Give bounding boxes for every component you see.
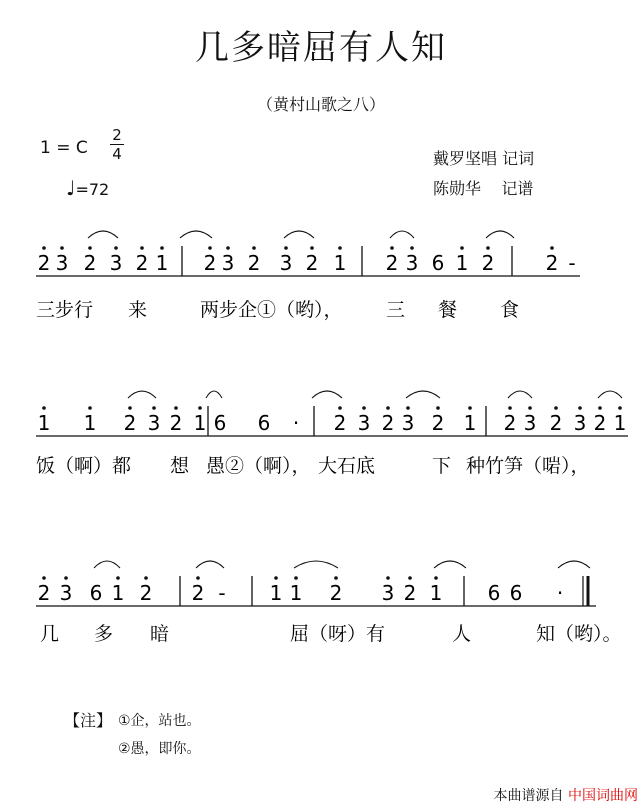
jianpu-note: 6 xyxy=(89,581,103,605)
jianpu-note: 6 xyxy=(431,251,445,275)
jianpu-note: 6 xyxy=(257,411,271,435)
octave-dot xyxy=(578,406,582,410)
jianpu-note: 1 xyxy=(429,581,443,605)
slur-arc xyxy=(390,231,414,238)
song-subtitle: （黄村山歌之八） xyxy=(256,95,385,114)
octave-dot xyxy=(144,576,148,580)
octave-dot xyxy=(408,576,412,580)
credit-role: 记谱 xyxy=(501,179,534,198)
octave-dot xyxy=(598,406,602,410)
slur-arc xyxy=(294,561,338,568)
octave-dot xyxy=(152,406,156,410)
jianpu-note: 2 xyxy=(333,411,347,435)
slur-arc xyxy=(284,231,314,238)
octave-dot xyxy=(436,406,440,410)
lyric-text: 多 xyxy=(94,623,114,645)
annotation-label: 【注】 xyxy=(64,711,113,730)
octave-dot xyxy=(434,576,438,580)
octave-dot xyxy=(618,406,622,410)
slur-arc xyxy=(486,231,514,238)
slur-arc xyxy=(94,561,120,568)
octave-dot xyxy=(334,576,338,580)
jianpu-note: 2 xyxy=(139,581,153,605)
octave-dot xyxy=(42,576,46,580)
lyric-text: 下 xyxy=(432,455,452,477)
octave-dot xyxy=(386,576,390,580)
jianpu-note: 3 xyxy=(401,411,415,435)
lyric-text: 知（哟）。 xyxy=(536,623,622,645)
octave-dot xyxy=(310,246,314,250)
jianpu-note: 3 xyxy=(109,251,123,275)
lyric-text: 三步行 xyxy=(36,299,94,321)
octave-dot xyxy=(406,406,410,410)
octave-dot xyxy=(338,406,342,410)
jianpu-note: 1 xyxy=(111,581,125,605)
jianpu-note: 3 xyxy=(405,251,419,275)
jianpu-note: 1 xyxy=(455,251,469,275)
jianpu-note: 3 xyxy=(357,411,371,435)
meter-top: 2 xyxy=(112,126,122,144)
octave-dot xyxy=(174,406,178,410)
octave-dot xyxy=(294,576,298,580)
octave-dot xyxy=(116,576,120,580)
jianpu-note: 2 xyxy=(83,251,97,275)
jianpu-note: 3 xyxy=(279,251,293,275)
octave-dot xyxy=(60,246,64,250)
octave-dot xyxy=(386,406,390,410)
jianpu-note: 2 xyxy=(381,411,395,435)
jianpu-note: 1 xyxy=(155,251,169,275)
key-signature: 1 = C xyxy=(40,138,88,158)
jianpu-note: 2 xyxy=(191,581,205,605)
jianpu-note: · xyxy=(556,581,564,605)
lyric-text: 来 xyxy=(128,299,148,321)
lyric-text: 三 xyxy=(386,299,406,321)
source-credit xyxy=(494,785,638,805)
octave-dot xyxy=(160,246,164,250)
slur-arc xyxy=(312,391,342,398)
slur-arc xyxy=(180,231,212,238)
octave-dot xyxy=(468,406,472,410)
jianpu-note: 3 xyxy=(573,411,587,435)
octave-dot xyxy=(208,246,212,250)
jianpu-note: 3 xyxy=(59,581,73,605)
slur-arc xyxy=(434,561,466,568)
jianpu-note: 1 xyxy=(613,411,627,435)
jianpu-note: - xyxy=(218,581,226,605)
source-site-link[interactable]: 中国词曲网 xyxy=(568,788,638,804)
octave-dot xyxy=(554,406,558,410)
slur-arc xyxy=(406,391,440,398)
octave-dot xyxy=(128,406,132,410)
meter-bottom: 4 xyxy=(112,145,122,163)
slur-arc xyxy=(128,391,156,398)
lyric-text: 屈（呀）有 xyxy=(290,623,386,645)
lyric-text: 想 xyxy=(170,455,190,477)
source-prefix: 本曲谱源自 xyxy=(493,788,564,804)
jianpu-note: 2 xyxy=(403,581,417,605)
octave-dot xyxy=(390,246,394,250)
jianpu-note: 1 xyxy=(37,411,51,435)
lyric-text: 餐 xyxy=(438,299,458,321)
octave-dot xyxy=(486,246,490,250)
jianpu-note: 2 xyxy=(37,251,51,275)
lyric-text: 愚②（啊）， xyxy=(206,455,311,477)
octave-dot xyxy=(64,576,68,580)
annotation-item: ①企，站也。 xyxy=(118,713,201,729)
octave-dot xyxy=(362,406,366,410)
octave-dot xyxy=(460,246,464,250)
lyric-text: 两步企①（哟）， xyxy=(200,299,343,321)
octave-dot xyxy=(88,246,92,250)
lyric-text: 暗 xyxy=(150,623,170,645)
octave-dot xyxy=(508,406,512,410)
quarter-note-icon: ♩ xyxy=(66,176,76,200)
annotation-item: ②愚，即你。 xyxy=(118,741,201,757)
jianpu-note: 1 xyxy=(289,581,303,605)
jianpu-note: 6 xyxy=(509,581,523,605)
slur-arc xyxy=(558,561,590,568)
jianpu-note: 1 xyxy=(269,581,283,605)
jianpu-note: 1 xyxy=(463,411,477,435)
octave-dot xyxy=(338,246,342,250)
lyric-text: 几 xyxy=(40,623,60,645)
jianpu-note: 2 xyxy=(123,411,137,435)
jianpu-note: 2 xyxy=(481,251,495,275)
octave-dot xyxy=(550,246,554,250)
jianpu-note: 2 xyxy=(545,251,559,275)
lyric-text: 人 xyxy=(452,623,472,645)
octave-dot xyxy=(140,246,144,250)
jianpu-note: 2 xyxy=(329,581,343,605)
jianpu-note: 1 xyxy=(193,411,207,435)
tempo-value: =72 xyxy=(75,180,110,199)
jianpu-note: 2 xyxy=(385,251,399,275)
octave-dot xyxy=(226,246,230,250)
jianpu-note: 2 xyxy=(431,411,445,435)
octave-dot xyxy=(252,246,256,250)
jianpu-note: 1 xyxy=(83,411,97,435)
octave-dot xyxy=(274,576,278,580)
jianpu-note: 3 xyxy=(523,411,537,435)
octave-dot xyxy=(528,406,532,410)
song-title: 几多暗屈有人知 xyxy=(195,28,447,68)
slur-arc xyxy=(88,231,118,238)
lyric-text: 大石底 xyxy=(318,455,376,477)
credit-name: 陈勋华 xyxy=(433,179,482,198)
jianpu-note: 2 xyxy=(169,411,183,435)
octave-dot xyxy=(42,406,46,410)
jianpu-note: 2 xyxy=(203,251,217,275)
octave-dot xyxy=(198,406,202,410)
octave-dot xyxy=(88,406,92,410)
jianpu-note: - xyxy=(568,251,576,275)
jianpu-note: · xyxy=(292,411,300,435)
jianpu-note: 2 xyxy=(37,581,51,605)
lyric-text: 饭（啊）都 xyxy=(36,455,132,477)
jianpu-note: 2 xyxy=(135,251,149,275)
slur-arc xyxy=(598,391,622,398)
jianpu-note: 2 xyxy=(247,251,261,275)
jianpu-note: 2 xyxy=(503,411,517,435)
jianpu-note: 2 xyxy=(593,411,607,435)
slur-arc xyxy=(508,391,532,398)
jianpu-note: 2 xyxy=(549,411,563,435)
jianpu-note: 2 xyxy=(305,251,319,275)
jianpu-note: 3 xyxy=(55,251,69,275)
jianpu-note: 1 xyxy=(333,251,347,275)
credit-name: 戴罗坚唱 xyxy=(433,149,498,168)
octave-dot xyxy=(114,246,118,250)
slur-arc xyxy=(206,391,222,398)
octave-dot xyxy=(284,246,288,250)
lyric-text: 种竹笋（啱）， xyxy=(466,455,590,477)
octave-dot xyxy=(410,246,414,250)
jianpu-note: 6 xyxy=(213,411,227,435)
slur-arc xyxy=(196,561,224,568)
jianpu-note: 3 xyxy=(221,251,235,275)
credit-role: 记词 xyxy=(502,149,535,168)
jianpu-note: 6 xyxy=(487,581,501,605)
octave-dot xyxy=(196,576,200,580)
jianpu-note: 3 xyxy=(381,581,395,605)
octave-dot xyxy=(42,246,46,250)
jianpu-note: 3 xyxy=(147,411,161,435)
lyric-text: 食 xyxy=(500,299,520,321)
